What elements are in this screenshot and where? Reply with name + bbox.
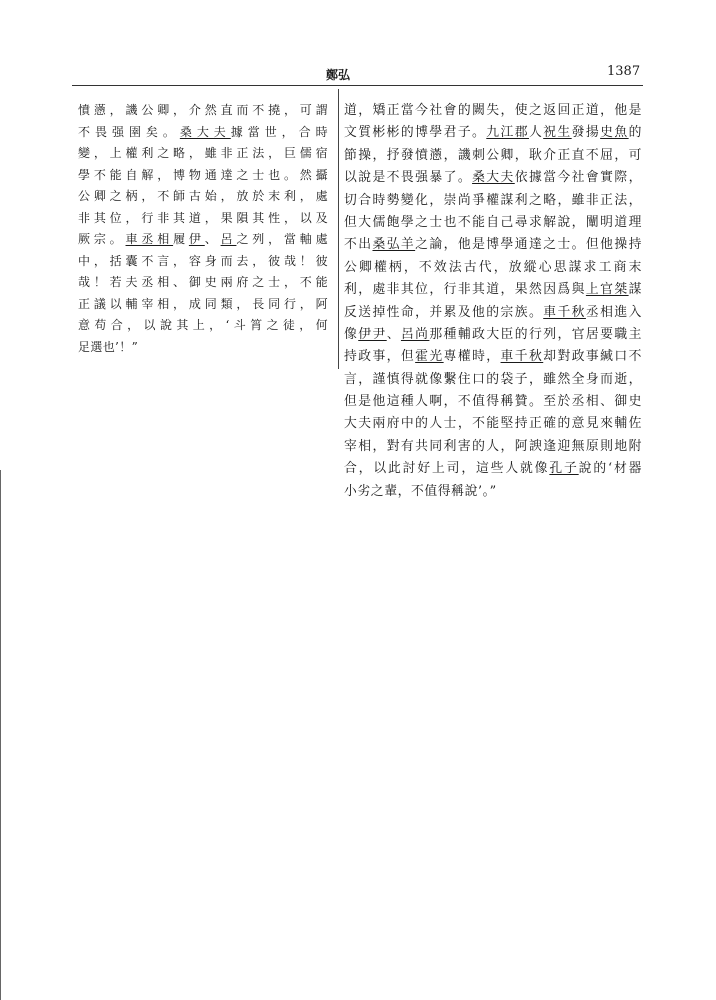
text-segment: 說的‘材器 [578,461,643,477]
text-segment: 言，謹慎得就像繫住口的袋子，雖然全身而逝， [344,371,642,387]
text-segment: 像 [344,326,359,342]
proper-noun: 伊 [188,232,205,246]
text-segment: 據當世，合時 [230,124,328,139]
page-number: 1387 [607,64,641,79]
proper-noun: 車丞相 [125,232,174,246]
text-segment: 意苟合，以說其上，‘斗筲之徒，何 [78,318,328,332]
text-segment: 、 [386,326,401,342]
text-line [78,315,328,337]
text-segment: 專權時， [443,349,501,365]
text-segment: 厥宗。 [78,232,126,246]
text-segment: 那種輔政大臣的行列，官居要職主 [429,326,643,342]
text-segment: 發揚 [571,125,601,141]
proper-noun: 車千秋 [500,349,544,365]
proper-noun: 祝生 [543,125,572,141]
right-column-translation [344,100,642,503]
text-line [78,143,328,165]
text-line [78,272,328,294]
text-segment: 中，括囊不言，容身而去，彼哉！彼 [78,253,328,268]
text-line [344,167,642,189]
text-line [78,208,328,230]
page-edge-line [0,470,1,1000]
text-segment: 小劣之輩，不值得稱說’。” [344,483,497,499]
text-line [344,145,642,167]
text-segment: 利，處非其位，行非其道，果然因爲與 [344,282,586,298]
text-segment: 公卿之柄，不師古始，放於末利，處 [78,189,328,203]
text-line [344,212,642,234]
text-segment: 之列，當軸處 [236,232,328,246]
text-segment: 宰相，對有共同利害的人，阿諛逢迎無原則地附 [344,438,642,454]
text-segment: 不出 [344,237,373,253]
text-segment: 合，以此討好上司，這些人就像 [344,461,550,477]
proper-noun: 伊尹 [358,326,387,342]
text-segment: 哉！若夫丞相、御史兩府之士，不能 [78,275,328,289]
text-segment: 變，上權利之略，雖非正法，巨儒宿 [78,146,328,160]
text-line [344,234,642,256]
text-segment: 依據當今社會實際， [514,170,642,186]
header-rule [72,85,643,86]
column-divider [338,89,339,369]
text-segment: 履 [173,232,189,246]
text-line [78,294,328,316]
text-line [344,257,642,279]
proper-noun: 史魚 [600,125,629,141]
text-line [344,413,642,435]
text-segment: 人 [528,125,544,141]
text-segment: 非其位，行非其道，果隕其性，以及 [78,210,328,225]
text-segment: 公卿權柄，不效法古代，放縱心思謀求工商末 [344,259,642,275]
text-line [344,324,642,346]
text-line [344,391,642,413]
text-line [344,346,642,368]
proper-noun: 桑大夫 [179,124,231,139]
text-segment: 謀 [628,282,642,298]
text-segment: 學不能自解，博物通達之士也。然攝 [78,167,328,182]
header-title: 鄭弘 [326,68,351,82]
text-segment: 節操，抒發憤懣，譏刺公卿，耿介正直不屈，可 [344,147,642,163]
left-column-original-text [78,100,328,358]
text-segment: 不畏强圉矣。 [78,124,180,139]
text-segment: 以說是不畏强暴了。 [344,170,473,186]
proper-noun: 桑大夫 [472,170,515,186]
text-line [344,279,642,301]
proper-noun: 呂 [220,232,237,246]
text-segment: 反送掉性命，并累及他的宗族。 [344,304,544,320]
text-segment: 但大儒飽學之士也不能自己尋求解說，闡明道理 [344,214,642,230]
proper-noun: 車千秋 [543,304,586,320]
text-line [78,165,328,187]
text-line [78,186,328,208]
text-segment: 持政事，但 [344,349,416,365]
text-line [78,100,328,122]
text-segment: 大夫兩府中的人士，不能堅持正確的意見來輔佐 [344,416,642,432]
text-line [78,251,328,273]
text-segment: 切合時勢變化，崇尚爭權謀利之略，雖非正法， [344,192,642,208]
text-segment: 但是他這種人啊，不值得稱贊。至於丞相、御史 [344,394,642,410]
text-segment: 之論，他是博學通達之士。但他操持 [415,237,642,253]
proper-noun: 桑弘羊 [372,237,416,253]
proper-noun: 呂尚 [400,326,430,342]
text-segment: 文質彬彬的博學君子。 [344,125,487,141]
text-line [344,100,642,122]
text-segment: 、 [204,232,221,246]
text-line [344,190,642,212]
text-segment: 道，矯正當今社會的闕失，使之返回正道，他是 [344,103,642,118]
text-line [78,337,328,359]
text-segment: 却對政事緘口不 [543,349,643,365]
text-line [344,436,642,458]
proper-noun: 孔子 [549,461,579,477]
proper-noun: 霍光 [415,349,444,365]
text-line [344,122,642,144]
text-segment: 憤懣，譏公卿，介然直而不撓，可謂 [78,103,328,117]
proper-noun: 上官桀 [585,282,629,298]
proper-noun: 九江郡 [486,125,529,141]
text-line [344,369,642,391]
text-segment: 的 [628,125,643,141]
text-segment: 正議以輔宰相，成同類，長同行，阿 [78,296,328,311]
text-line [344,302,642,324]
text-segment: 足選也’！” [78,339,139,354]
text-segment: 丞相進入 [585,304,642,320]
text-line [344,458,642,480]
text-line [78,229,328,251]
text-line [344,481,642,503]
text-line [78,122,328,144]
